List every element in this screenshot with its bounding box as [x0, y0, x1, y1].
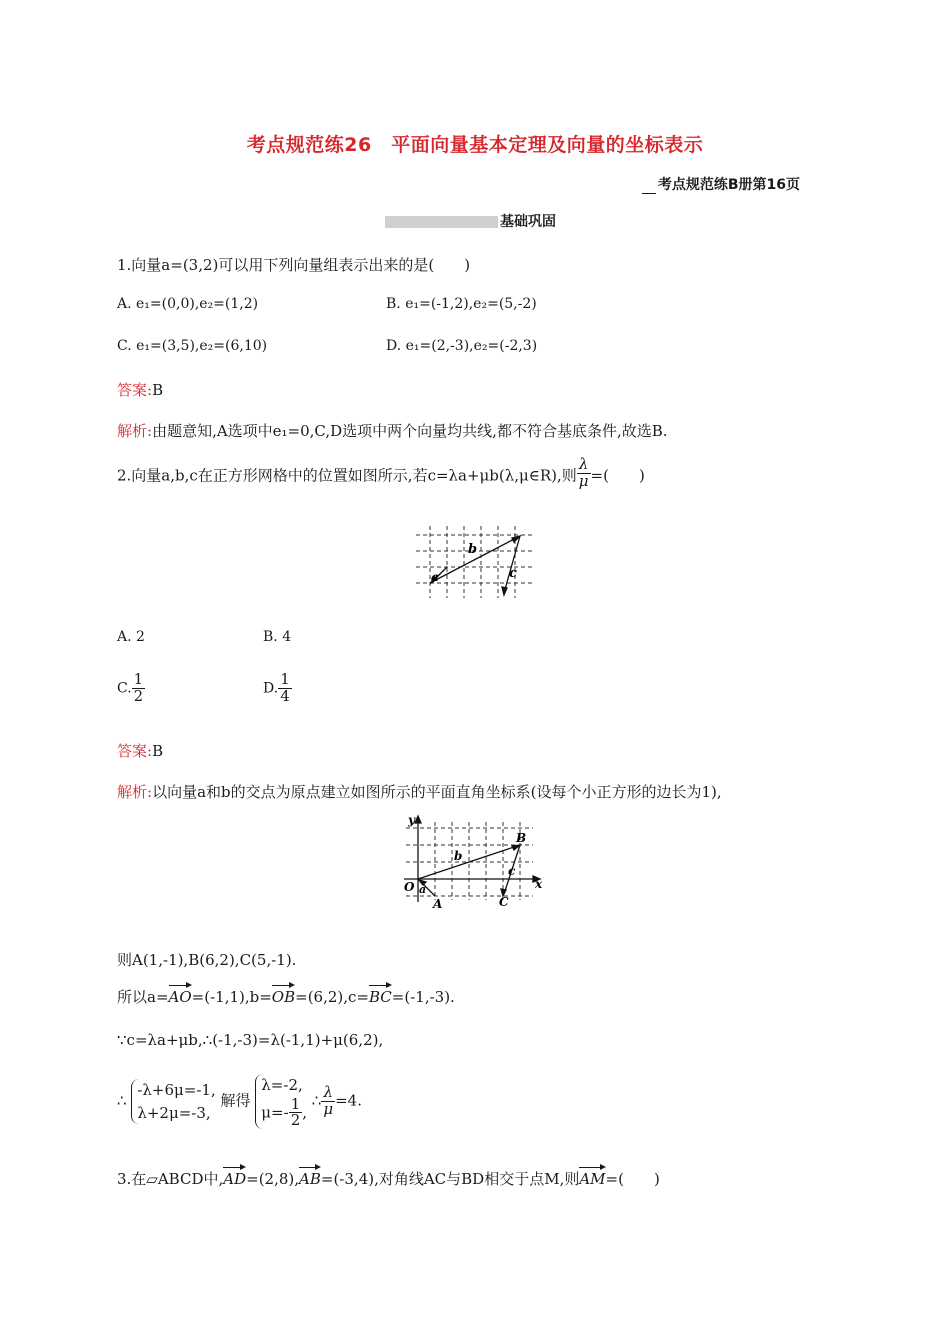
- point-a-label: A: [433, 897, 443, 908]
- q2-option-d: D. $\frac{1}{4}$: [263, 670, 290, 705]
- q2-option-c: C. $\frac{1}{2}$: [117, 670, 144, 705]
- q2-stem: 2.向量a,b,c在正方形网格中的位置如图所示,若c=λa+μb(λ,μ∈R),则 $\frac{\lambda}{\mu}$ =( ): [117, 455, 645, 490]
- q2-system-line: ∴ -λ+6μ=-1, λ+2μ=-3, 解得 λ=-2, μ=- $\frac{1}{2}$ , ∴ $\frac{\lambda}{\mu}$ =4.: [117, 1076, 362, 1130]
- section-heading: 基础巩固: [385, 211, 556, 231]
- vector-c-label: c: [509, 566, 517, 581]
- origin-label: O: [404, 880, 415, 894]
- vector-b-label: b: [454, 849, 463, 863]
- q3-stem: 3.在▱ABCD中,AD=(2,8),AB=(-3,4),对角线AC与BD相交于点M,则AM=( ): [117, 1164, 660, 1189]
- q2-answer: 答案:B: [117, 742, 164, 760]
- q2-equation-line: ∵c=λa+μb,∴(-1,-3)=λ(-1,1)+μ(6,2),: [117, 1031, 384, 1049]
- grid-figure-1: [412, 522, 538, 600]
- q1-option-c: C. e₁=(3,5),e₂=(6,10): [117, 338, 268, 354]
- q1-analysis: 解析:由题意知,A选项中e₁=0,C,D选项中两个向量均共线,都不符合基底条件,故选B.: [117, 422, 668, 440]
- point-c-label: C: [499, 895, 509, 908]
- coordinate-figure: [398, 812, 550, 908]
- reference-note: 考点规范练B册第16页: [642, 174, 800, 194]
- q2-option-a: A. 2: [117, 629, 145, 645]
- point-b-label: B: [516, 831, 527, 845]
- page-title: 考点规范练26 平面向量基本定理及向量的坐标表示: [246, 134, 704, 156]
- vector-c-label: c: [508, 864, 516, 878]
- axis-x-label: x: [535, 877, 543, 891]
- axis-y-label: y: [408, 813, 415, 827]
- vector-b-label: b: [468, 542, 478, 557]
- vector-a-label: a: [419, 883, 427, 896]
- q1-option-a: A. e₁=(0,0),e₂=(1,2): [117, 296, 259, 312]
- q2-option-b: B. 4: [263, 629, 292, 645]
- q1-option-d: D. e₁=(2,-3),e₂=(-2,3): [386, 338, 538, 354]
- q2-points-line: 则A(1,-1),B(6,2),C(5,-1).: [117, 951, 297, 969]
- q1-stem: 1.向量a=(3,2)可以用下列向量组表示出来的是( ): [117, 256, 471, 274]
- vector-a-label: a: [431, 570, 439, 584]
- q2-analysis: 解析:以向量a和b的交点为原点建立如图所示的平面直角坐标系(设每个小正方形的边长为1),: [117, 783, 722, 801]
- q1-option-b: B. e₁=(-1,2),e₂=(5,-2): [386, 296, 537, 312]
- q1-answer: 答案:B: [117, 381, 164, 399]
- q2-vectors-line: 所以a=AO=(-1,1),b=OB=(6,2),c=BC=(-1,-3).: [117, 982, 455, 1007]
